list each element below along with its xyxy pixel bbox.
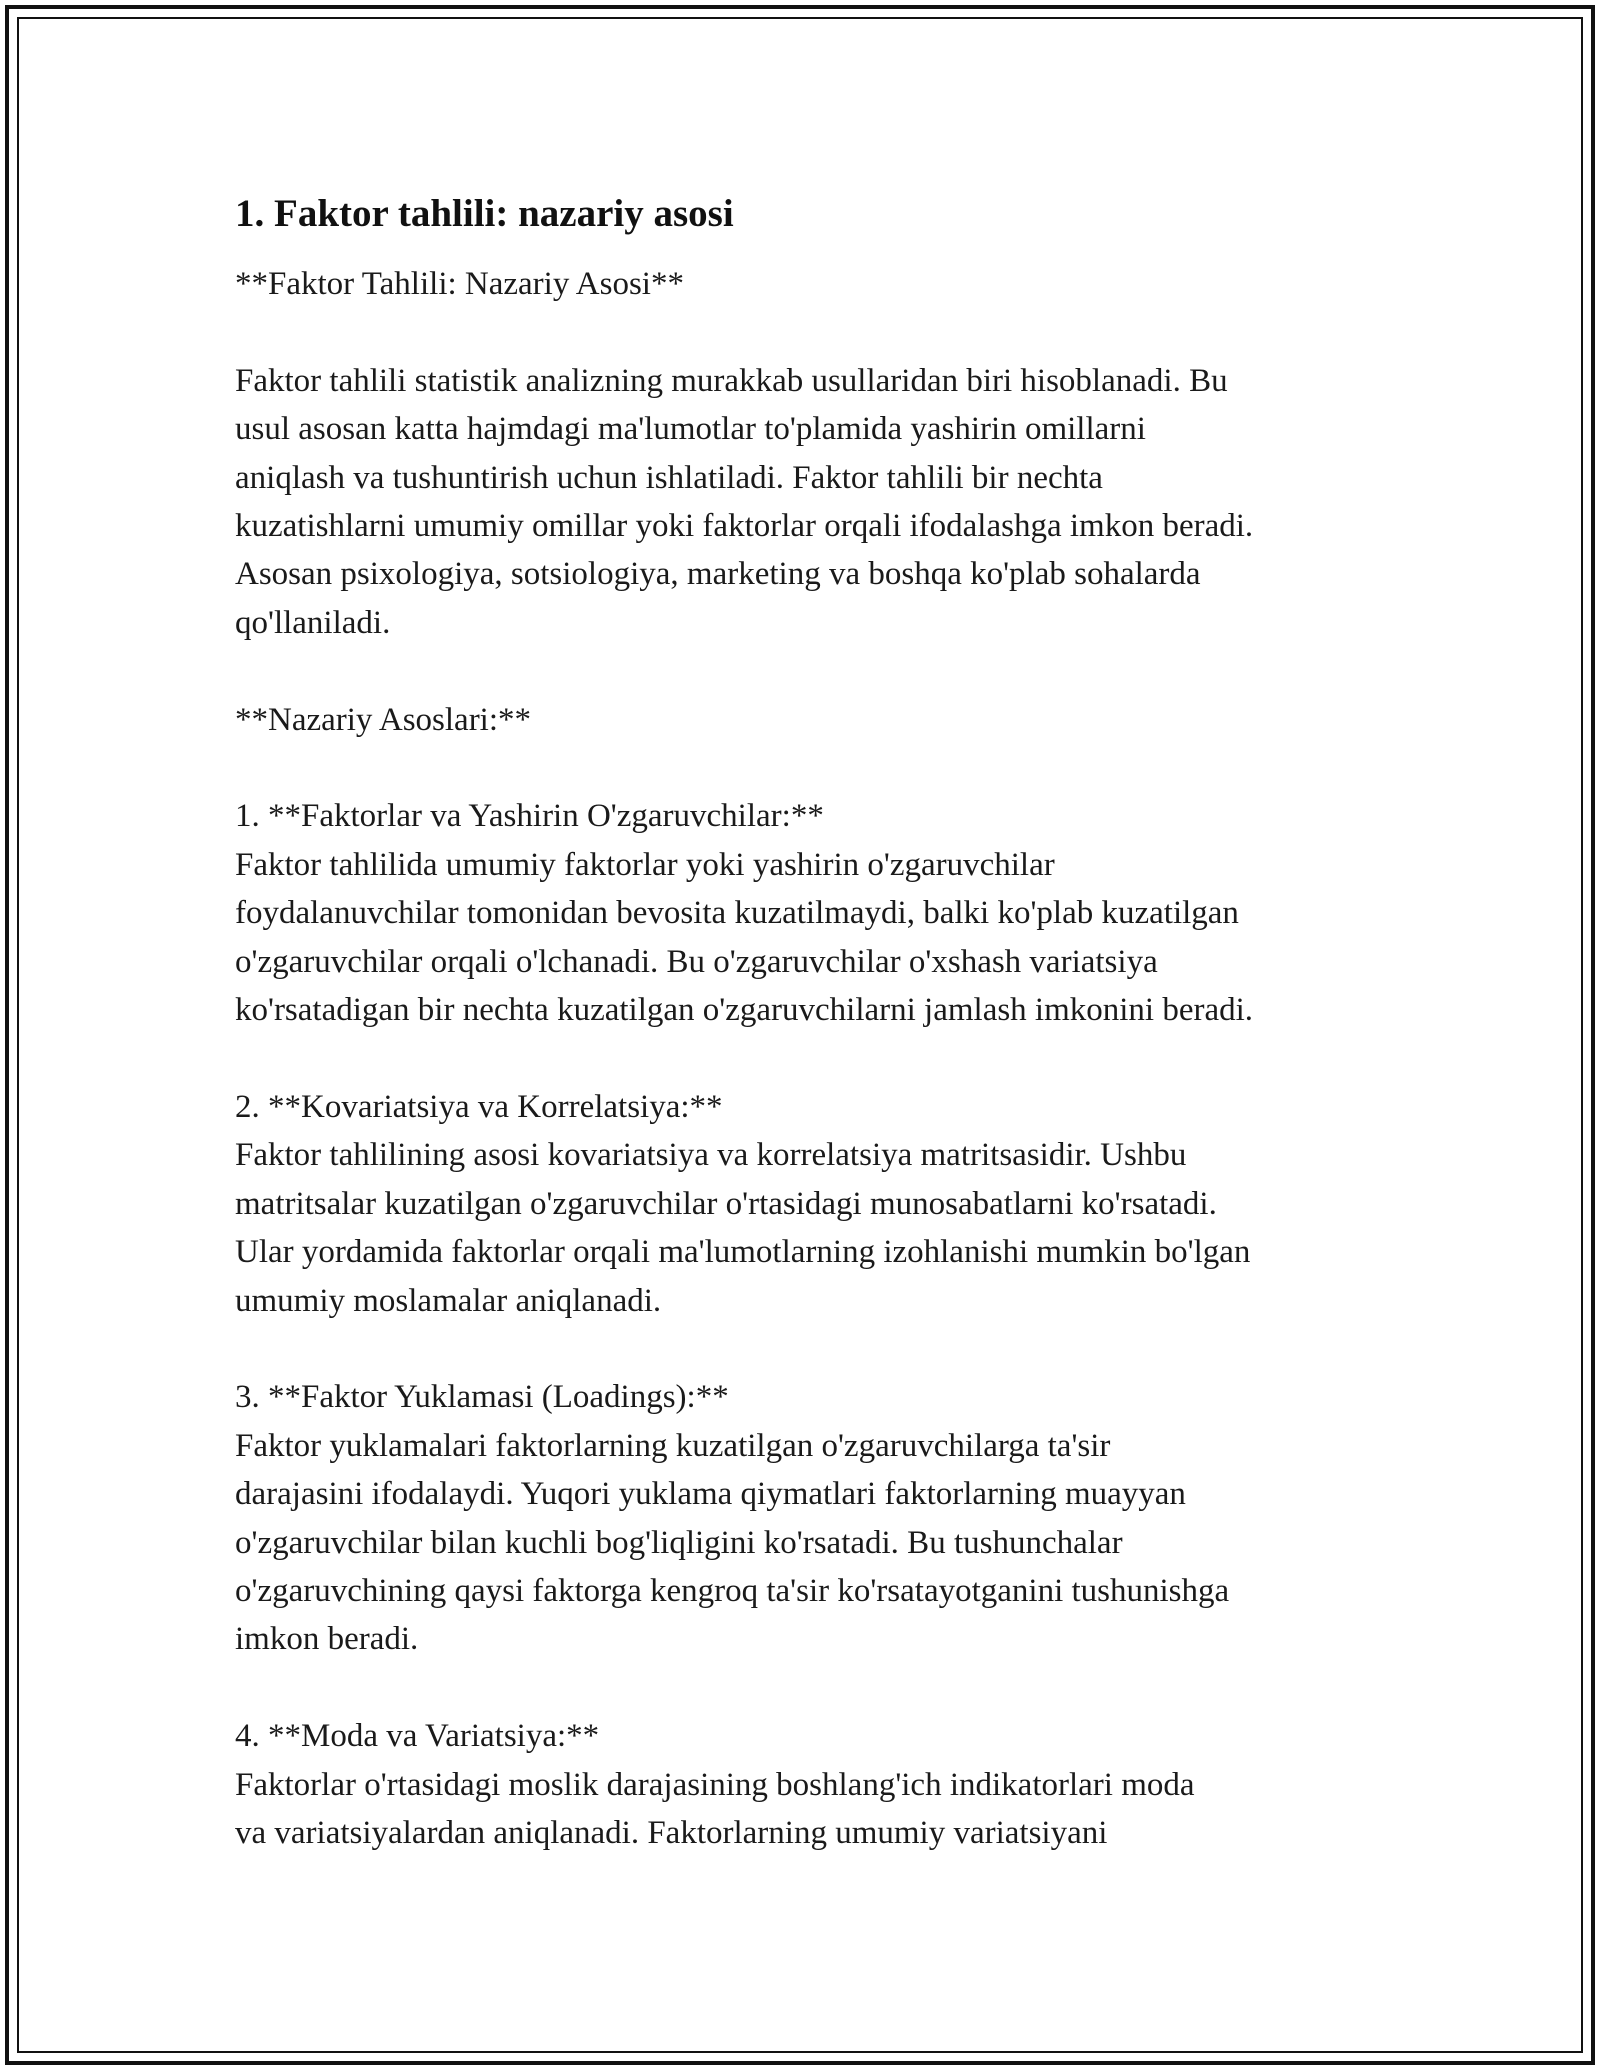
section-body-text: **Faktor Tahlili: Nazariy Asosi** Faktor tahlili statistik analizning murakkab usullaridan biri hisoblanadi. Bu usul asosan katta hajmdagi ma'lumotlar to'plamida yashirin omillarni aniqlash va tushuntirish uchun ishlatiladi. Faktor tahlili bir nechta kuzatishlarni umumiy omillar yoki faktorlar orqali ifodalashga imkon beradi. Asosan psixologiya, sotsiologiya, marketing va boshqa ko'plab sohalarda qo'llaniladi. **Nazariy Asoslari:** 1. **Faktorlar va Yashirin O'zgaruvchilar:** Faktor tahlilida umumiy faktorlar yoki yashirin o'zgaruvchilar foydalanuvchilar tomonidan bevosita kuzatilmaydi, balki ko'plab kuzatilgan o'zgaruvchilar orqali o'lchanadi. Bu o'zgaruvchilar o'xshash variatsiya ko'rsatadigan bir nechta kuzatilgan o'zgaruvchilarni jamlash imkonini beradi. 2. **Kovariatsiya va Korrelatsiya:** Faktor tahlilining asosi kovariatsiya va korrelatsiya matritsasidir. Ushbu matritsalar kuzatilgan o'zgaruvchilar o'rtasidagi munosabatlarni ko'rsatadi. Ular yordamida faktorlar orqali ma'lumotlarning izohlanishi mumkin bo'lgan umumiy moslamalar aniqlanadi. 3. **Faktor Yuklamasi (Loadings):** Faktor yuklamalari faktorlarning kuzatilgan o'zgaruvchilarga ta'sir darajasini ifodalaydi. Yuqori yuklama qiymatlari faktorlarning muayyan o'zgaruvchilar bilan kuchli bog'liqligini ko'rsatadi. Bu tushunchalar o'zgaruvchining qaysi faktorga kengroq ta'sir ko'rsatayotganini tushunishga imkon beradi. 4. **Moda va Variatsiya:** Faktorlar o'rtasidagi moslik darajasining boshlang'ich indikatorlari moda va variatsiyalardan aniqlanadi. Faktorlarning umumiy variatsiyani [235, 266, 1254, 1851]
section-heading: 1. Faktor tahlili: nazariy asosi [235, 192, 734, 235]
document-content [235, 184, 1385, 1857]
